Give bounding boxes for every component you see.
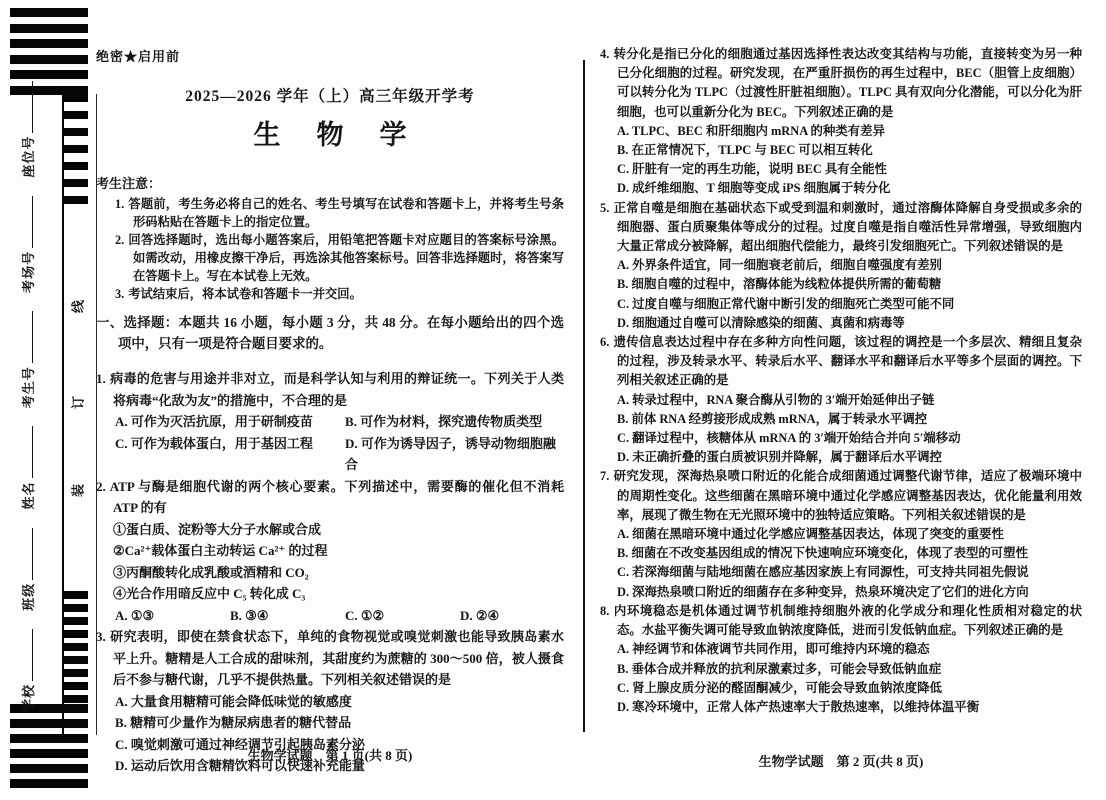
question-option: B. ③④ (230, 607, 269, 623)
question-option: B. 糖精可少量作为糖尿病患者的糖代替品 (115, 715, 352, 730)
question-option: D. 未正确折叠的蛋白质被识别并降解，属于翻译后水平调控 (617, 450, 942, 465)
question-5 (600, 199, 1082, 333)
question-option: C. 肾上腺皮质分泌的醛固酮减少，可能会导致血钠浓度降低 (617, 680, 942, 695)
question-option: A. 神经调节和体液调节共同作用，即可维持内环境的稳态 (617, 642, 930, 657)
notice-item: 2. 回答选择题时，选出每小题答案后，用铅笔把答题卡对应题目的答案标号涂黑。如需改动，用橡皮擦干净后，再选涂其他答案标号。回答非选择题时，将答案写在答题卡上。写在本试卷上无效。 (115, 233, 564, 283)
registration-bars-bottom (10, 704, 88, 794)
margin-field-label: 考生号 (21, 366, 36, 409)
option-list (600, 256, 1082, 333)
question-option: A. ①③ (115, 607, 155, 623)
question-option: D. 深海热泉喷口附近的细菌存在多种变异，热泉环境决定了它们的进化方向 (617, 584, 1029, 599)
page-footer-2: 生物学试题 第 2 页(共 8 页) (758, 754, 924, 769)
margin-field-label: 座位号 (21, 135, 36, 178)
question-1 (96, 368, 564, 476)
question-option: A. 可作为灭活抗原，用于研制疫苗 (115, 414, 313, 429)
option-list (600, 391, 1082, 468)
question-4 (600, 45, 1082, 199)
question-option: A. 外界条件适宜，同一细胞衰老前后，细胞自噬强度有差别 (617, 258, 942, 273)
question-option: D. 运动后饮用含糖精饮料可以快速补充能量 (115, 758, 365, 773)
question-option: D. 可作为诱导因子，诱导动物细胞融合 (345, 435, 556, 472)
question-option: D. 成纤维细胞、T 细胞等变成 iPS 细胞属于转分化 (617, 181, 891, 196)
question-stem: 4. 转分化是指已分化的细胞通过基因选择性表达改变其结构与功能，直接转变为另一种已分化细胞的过程。研究发现，在严重肝损伤的再生过程中，BEC（胆管上皮细胞）可以转分化为 TLPC（过渡性肝脏祖细胞）。TLPC 具有双向分化潜能，可以分化为肝细胞，也可以重新分化为 BEC。下列叙述正确的是 (600, 47, 1082, 119)
question-option: A. TLPC、BEC 和肝细胞内 mRNA 的种类有差异 (617, 123, 885, 138)
binding-seal-line (62, 94, 64, 735)
question-6 (600, 333, 1082, 467)
question-option: B. 垂体合成并释放的抗利尿激素过多，可能会导致低钠血症 (617, 661, 942, 676)
question-stem: 8. 内环境稳态是机体通过调节机制维持细胞外液的化学成分和理化性质相对稳定的状态。水盐平衡失调可能导致血钠浓度降低，进而引发低钠血症。下列叙述正确的是 (600, 603, 1082, 638)
margin-field-label: 考场号 (21, 250, 36, 293)
question-option: A. 大量食用糖精可能会降低味觉的敏感度 (115, 693, 352, 709)
fill-in-blank (19, 196, 33, 248)
statement-item: ③丙酮酸转化成乳酸或酒精和 CO₂ (113, 564, 309, 580)
fill-in-blank (19, 426, 33, 478)
question-option: A. 转录过程中，RNA 聚合酶从引物的 3′端开始延伸出子链 (617, 392, 935, 407)
question-stem: 2. ATP 与酶是细胞代谢的两个核心要素。下列描述中，需要酶的催化但不消耗 ATP 的有 (96, 478, 564, 515)
question-option: C. 过度自噬与细胞正常代谢中断引发的细胞死亡类型可能不同 (617, 296, 955, 311)
timing-marks-top (64, 94, 88, 213)
statement-item: ④光合作用暗反应中 C₅ 转化成 C₃ (113, 586, 306, 601)
question-option: C. 肝脏有一定的再生功能，说明 BEC 具有全能性 (617, 162, 887, 177)
question-option: B. 细菌在不改变基因组成的情况下快速响应环境变化，体现了表型的可塑性 (617, 546, 1028, 561)
notice-item: 1. 答题前，考生务必将自己的姓名、考生号填写在试卷和答题卡上，并将考生号条形码粘贴在答题卡上的指定位置。 (115, 197, 564, 229)
fill-in-blank (19, 528, 33, 580)
question-7 (600, 467, 1082, 601)
page-footer-1: 生物学试题 第 1 页(共 8 页) (247, 748, 413, 763)
question-option: C. 嗅觉刺激可通过神经调节引起胰岛素分泌 (115, 736, 365, 752)
margin-field-label: 姓名 (21, 481, 36, 510)
question-8 (600, 602, 1082, 717)
notice-heading: 考生注意： (96, 176, 162, 191)
question-option: C. 可作为载体蛋白，用于基因工程 (115, 435, 313, 451)
option-list (96, 605, 564, 627)
statement-item: ①蛋白质、淀粉等大分子水解或合成 (113, 521, 322, 537)
question-option: D. ②④ (460, 607, 500, 623)
page-1-column (96, 0, 564, 777)
exam-session-title: 2025—2026 学年（上）高三年级开学考 (185, 88, 475, 105)
question-stem: 5. 正常自噬是细胞在基础状态下或受到温和刺激时，通过溶酶体降解自身受损或多余的细胞器、蛋白质聚集体等成分的过程。过度自噬是指自噬活性异常增强，导致细胞内大量正常成分被降解，超出细胞代偿能力，最终引发细胞死亡。下列叙述错误的是 (600, 200, 1082, 254)
question-stem: 6. 遗传信息表达过程中存在多种方向性问题，该过程的调控是一个多层次、精细且复杂的过程，涉及转录水平、转录后水平、翻译水平和翻译后水平等多个层面的调控。下列相关叙述正确的是 (600, 335, 1082, 388)
option-list (600, 640, 1082, 717)
question-2 (96, 476, 564, 627)
security-marking: 绝密★启用前 (96, 49, 181, 64)
question-option: D. 细胞通过自噬可以清除感染的细菌、真菌和病毒等 (617, 315, 905, 330)
option-list (96, 411, 564, 476)
question-option: C. 若深海细菌与陆地细菌在感应基因家族上有同源性，可支持共同祖先假说 (617, 565, 1029, 580)
question-option: B. 细胞自噬的过程中，溶酶体能为线粒体提供所需的葡萄糖 (617, 277, 942, 292)
question-stem: 3. 研究表明，即使在禁食状态下，单纯的食物视觉或嗅觉刺激也能导致胰岛素水平上升。糖精是人工合成的甜味剂，其甜度约为蔗糖的 300～500 倍，被人摄食后不参与糖代谢，几乎不提供热量。下列相关叙述错误的是 (96, 629, 564, 687)
margin-field-label: 班级 (21, 582, 36, 611)
binding-line-label: 线 (70, 300, 86, 314)
fill-in-blank (19, 311, 33, 363)
subject-title: 生物学 (253, 120, 443, 150)
option-list (600, 525, 1082, 602)
student-info-fields (18, 112, 37, 712)
numbered-statements (96, 519, 564, 605)
column-divider (583, 60, 585, 732)
fill-in-blank (19, 629, 33, 681)
binding-line-label: 装 (70, 484, 86, 498)
notice-list (96, 195, 564, 303)
question-option: D. 寒冷环境中，正常人体产热速率大于散热速率，以维持体温平衡 (617, 699, 980, 714)
question-option: B. 前体 RNA 经剪接形成成熟 mRNA，属于转录水平调控 (617, 411, 928, 426)
question-stem: 7. 研究发现，深海热泉喷口附近的化能合成细菌通过调整代谢节律，适应了极端环境中的周期性变化。这些细菌在黑暗环境中通过化学感应调整基因表达，优化能量利用效率，展现了微生物在无光照环境中的独特适应策略。下列相关叙述错误的是 (600, 469, 1082, 522)
page-2-column (600, 0, 1082, 717)
section-heading: 一、选择题：本题共 16 小题，每小题 3 分，共 48 分。在每小题给出的四个选项中，只有一项是符合题目要求的。 (96, 315, 564, 351)
option-list (600, 122, 1082, 199)
notice-item: 3. 考试结束后，将本试卷和答题卡一并交回。 (115, 287, 362, 301)
statement-item: ②Ca²⁺载体蛋白主动转运 Ca²⁺ 的过程 (113, 543, 328, 558)
timing-marks-bottom (64, 591, 88, 708)
question-option: C. 翻译过程中，核糖体从 mRNA 的 3′端开始结合并向 5′端移动 (617, 431, 961, 446)
fill-in-blank (19, 81, 33, 133)
question-option: B. 可作为材料，探究遗传物质类型 (345, 414, 543, 429)
question-option: B. 在正常情况下，TLPC 与 BEC 可以相互转化 (617, 143, 873, 158)
question-option: C. ①② (345, 607, 385, 623)
margin-field-label: 学校 (21, 683, 36, 712)
question-option: A. 细菌在黑暗环境中通过化学感应调整基因表达，体现了突变的重要性 (617, 527, 1004, 542)
binding-line-label: 订 (70, 396, 86, 410)
question-stem: 1. 病毒的危害与用途并非对立，而是科学认知与利用的辩证统一。下列关于人类将病毒“化敌为友”的措施中，不合理的是 (96, 371, 564, 408)
